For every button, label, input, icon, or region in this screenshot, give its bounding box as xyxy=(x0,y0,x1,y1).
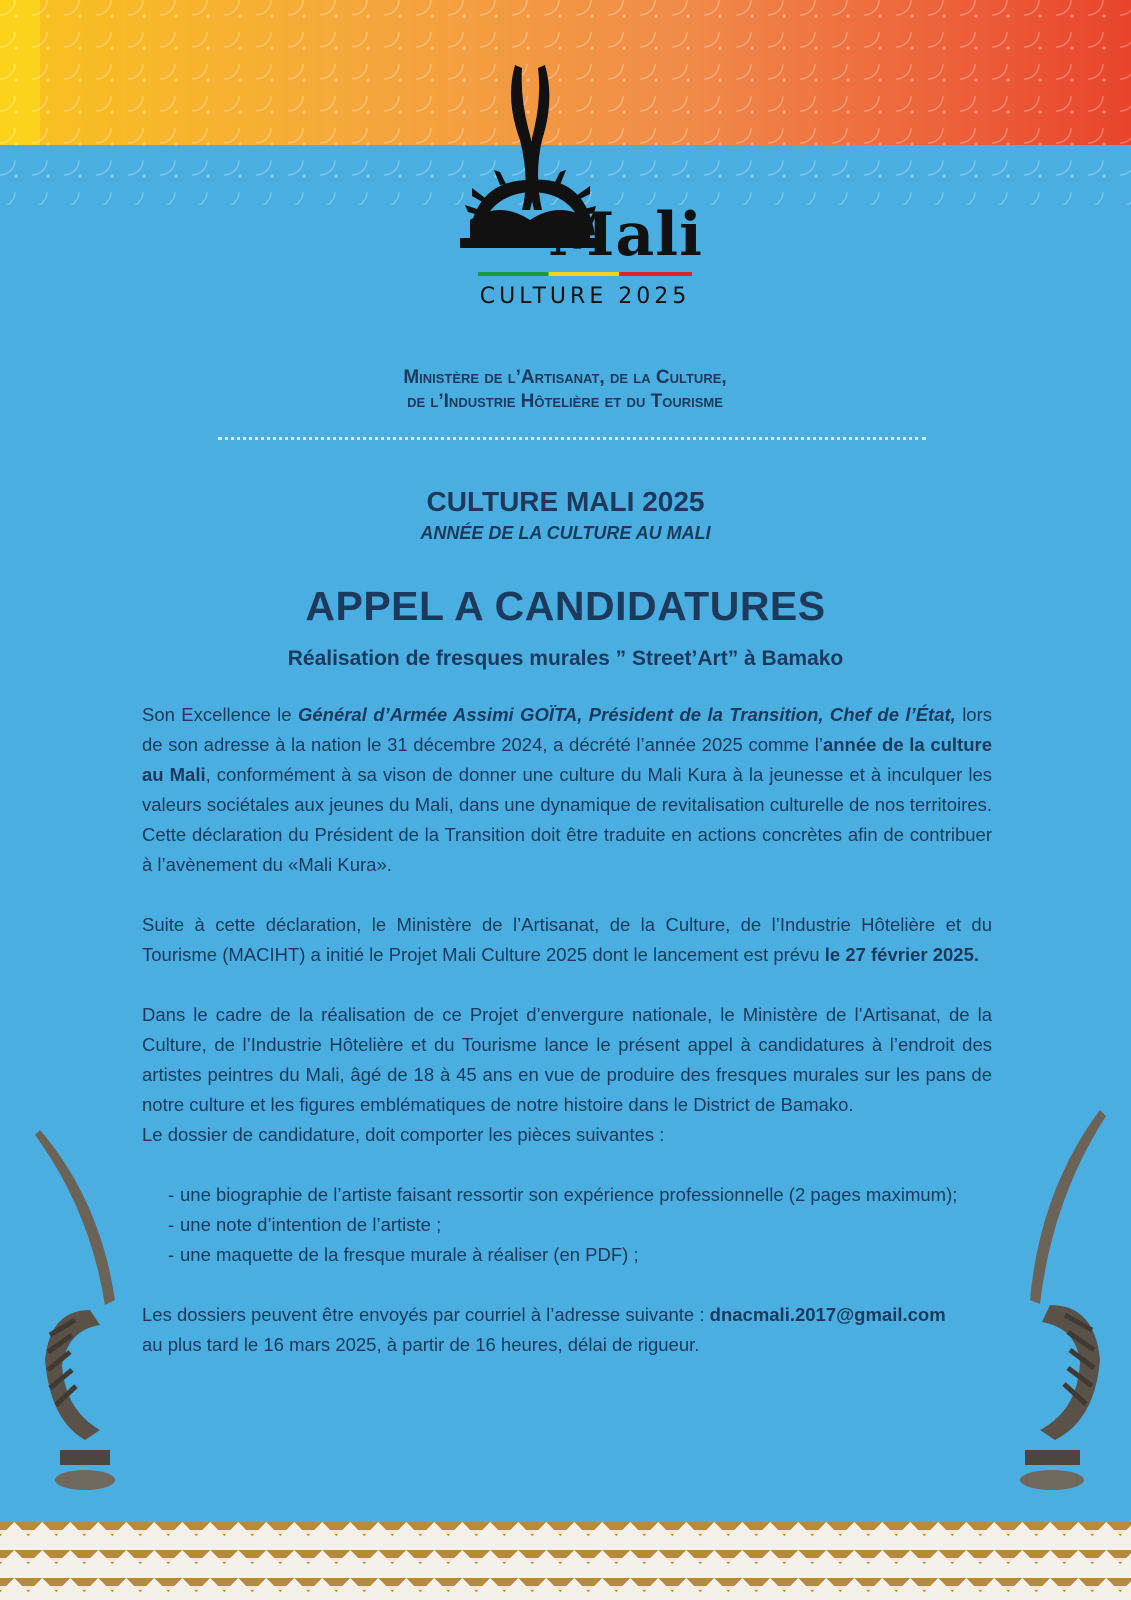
call-title: APPEL A CANDIDATURES xyxy=(305,583,826,629)
ministry-line-1: Ministère de l’Artisanat, de la Culture, xyxy=(403,367,727,388)
email-link[interactable]: dnacmali.2017@gmail.com xyxy=(709,1304,946,1325)
paragraph-project: Suite à cette déclaration, le Ministère de l’Artisanat, de la Culture, de l’Industrie Hôtelière et du Tourisme (MACIHT) a initié le Projet Mali Culture 2025 dont le lancement est prévu le 27 février 2025. xyxy=(142,914,992,965)
paragraph-closing: Les dossiers peuvent être envoyés par courriel à l’adresse suivante : dnacmali.2017@gmail.com au plus tard le 16 mars 2025, à partir de 16 heures, délai de rigueur. xyxy=(142,1304,946,1355)
body-text xyxy=(142,700,992,1360)
paragraph-dossier: Le dossier de candidature, doit comporter les pièces suivantes : xyxy=(142,1124,665,1145)
logo-subtitle: CULTURE 2025 xyxy=(479,284,691,309)
event-title: CULTURE MALI 2025 xyxy=(426,486,705,517)
paragraph-declaration: Son Excellence le Général d’Armée Assimi GOÏTA, Président de la Transition, Chef de l’État, lors de son adresse à la nation le 31 décembre 2024, a décrété l’année 2025 comme l’année de la culture au Mali, conformément à sa vison de donner une culture du Mali Kura à la jeunesse et à inculquer les valeurs sociétales aux jeunes du Mali, dans une dynamique de revitalisation culturelle de nos territoires. Cette déclaration du Président de la Transition doit être traduite en actions concrètes afin de contribuer à l’avènement du «Mali Kura». xyxy=(142,704,993,875)
right-chiwara-statue-icon xyxy=(1000,1100,1110,1500)
flag-colors-line xyxy=(478,272,692,276)
list-item: - une biographie de l’artiste faisant ressortir son expérience professionnelle (2 pages maximum); xyxy=(168,1180,992,1210)
event-subtitle: ANNÉE DE LA CULTURE AU MALI xyxy=(420,523,711,543)
ministry-name xyxy=(300,366,830,414)
ministry-line-2: de l’Industrie Hôtelière et du Tourisme xyxy=(407,391,723,412)
pieces-list xyxy=(142,1180,992,1270)
list-item: - une maquette de la fresque murale à réaliser (en PDF) ; xyxy=(168,1240,992,1270)
list-item: - une note d’intention de l’artiste ; xyxy=(168,1210,992,1240)
paragraph-call: Dans le cadre de la réalisation de ce Projet d’envergure nationale, le Ministère de l’Artisanat, de la Culture, de l’Industrie Hôtelière et du Tourisme lance le présent appel à candidatures à l’endroit des artistes peintres du Mali, âgé de 18 à 45 ans en vue de produire des fresques murales sur les pans de notre culture et les figures emblématiques de notre histoire dans le District de Bamako. xyxy=(142,1004,992,1115)
logo-word: Mali xyxy=(548,200,703,270)
dotted-separator xyxy=(218,437,926,440)
bottom-chevron-band xyxy=(0,1522,1131,1600)
call-topic: Réalisation de fresques murales ” Street’Art” à Bamako xyxy=(287,647,844,670)
left-chiwara-statue-icon xyxy=(30,1120,140,1500)
